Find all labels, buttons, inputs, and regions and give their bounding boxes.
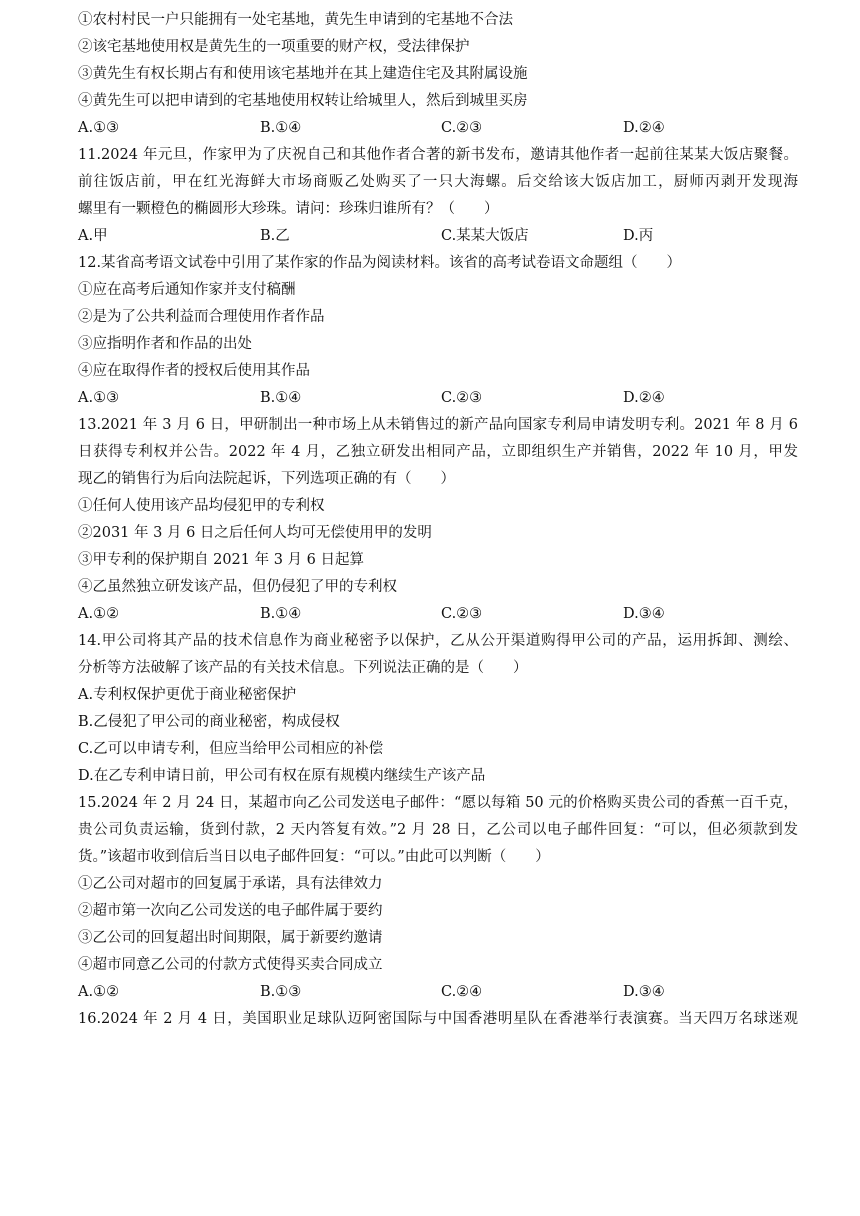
q14-option-c: C.乙可以申请专利，但应当给甲公司相应的补偿	[78, 741, 384, 757]
q13-options	[78, 604, 808, 624]
q13-stem-line-3: 现乙的销售行为后向法院起诉，下列选项正确的有（ ）	[78, 471, 455, 487]
q13-statement-4: ④乙虽然独立研发该产品，但仍侵犯了甲的专利权	[78, 579, 397, 595]
q12-statement-4: ④应在取得作者的授权后使用其作品	[78, 363, 310, 379]
q11-stem-line-1: 11.2024 年元旦，作家甲为了庆祝自己和其他作者合著的新书发布，邀请其他作者一起前往某某大饭店聚餐。	[78, 147, 798, 163]
q15-option-c: C.②④	[441, 984, 483, 1000]
q12-statement-1: ①应在高考后通知作家并支付稿酬	[78, 282, 296, 298]
q13-stem-line-2: 日获得专利权并公告。2022 年 4 月，乙独立研发出相同产品，立即组织生产并销售，2022 年 10 月，甲发	[78, 444, 798, 460]
q11-stem-line-3: 螺里有一颗橙色的椭圆形大珍珠。请问：珍珠归谁所有？（ ）	[78, 201, 499, 217]
q11-option-c: C.某某大饭店	[441, 228, 529, 244]
q10-statement-4: ④黄先生可以把申请到的宅基地使用权转让给城里人，然后到城里买房	[78, 93, 528, 109]
q14-stem-line-1: 14.甲公司将其产品的技术信息作为商业秘密予以保护，乙从公开渠道购得甲公司的产品，运用拆卸、测绘、	[78, 633, 798, 649]
q12-option-d: D.②④	[623, 390, 665, 406]
q10-options	[78, 118, 808, 138]
q15-stem-line-3: 货。”该超市收到信后当日以电子邮件回复：“可以。”由此可以判断（ ）	[78, 849, 550, 865]
q13-stem-line-1: 13.2021 年 3 月 6 日，甲研制出一种市场上从未销售过的新产品向国家专利局申请发明专利。2021 年 8 月 6	[78, 417, 798, 433]
q10-statement-1: ①农村村民一户只能拥有一处宅基地，黄先生申请到的宅基地不合法	[78, 12, 513, 28]
q15-statement-2: ②超市第一次向乙公司发送的电子邮件属于要约	[78, 903, 383, 919]
q12-stem: 12.某省高考语文试卷中引用了某作家的作品为阅读材料。该省的高考试卷语文命题组（ ）	[78, 255, 682, 271]
q12-option-b: B.①④	[260, 390, 302, 406]
q15-option-d: D.③④	[623, 984, 665, 1000]
q13-statement-3: ③甲专利的保护期自 2021 年 3 月 6 日起算	[78, 552, 365, 568]
q11-option-d: D.丙	[623, 228, 654, 244]
q12-option-a: A.①③	[78, 390, 120, 406]
q13-option-c: C.②③	[441, 606, 483, 622]
q10-option-d: D.②④	[623, 120, 665, 136]
q10-option-b: B.①④	[260, 120, 302, 136]
q15-stem-line-1: 15.2024 年 2 月 24 日，某超市向乙公司发送电子邮件：“愿以每箱 50 元的价格购买贵公司的香蕉一百千克，	[78, 795, 798, 811]
q13-statement-1: ①任何人使用该产品均侵犯甲的专利权	[78, 498, 325, 514]
q15-options	[78, 982, 808, 1002]
q12-options	[78, 388, 808, 408]
q11-option-a: A.甲	[78, 228, 108, 244]
q11-stem-line-2: 前往饭店前，甲在红光海鲜大市场商贩乙处购买了一只大海螺。后交给该大饭店加工，厨师丙剥开发现海	[78, 174, 798, 190]
q15-statement-4: ④超市同意乙公司的付款方式使得买卖合同成立	[78, 957, 383, 973]
q12-statement-3: ③应指明作者和作品的出处	[78, 336, 252, 352]
q10-statement-3: ③黄先生有权长期占有和使用该宅基地并在其上建造住宅及其附属设施	[78, 66, 528, 82]
q10-option-c: C.②③	[441, 120, 483, 136]
q14-option-b: B.乙侵犯了甲公司的商业秘密，构成侵权	[78, 714, 340, 730]
q16-stem-line-1: 16.2024 年 2 月 4 日，美国职业足球队迈阿密国际与中国香港明星队在香港举行表演赛。当天四万名球迷观	[78, 1011, 798, 1027]
q11-options	[78, 226, 808, 246]
q13-option-d: D.③④	[623, 606, 665, 622]
q12-option-c: C.②③	[441, 390, 483, 406]
q15-stem-line-2: 贵公司负责运输，货到付款，2 天内答复有效。”2 月 28 日，乙公司以电子邮件回复：“可以，但必须款到发	[78, 822, 798, 838]
q15-option-a: A.①②	[78, 984, 120, 1000]
q11-option-b: B.乙	[260, 228, 290, 244]
q15-statement-1: ①乙公司对超市的回复属于承诺，具有法律效力	[78, 876, 383, 892]
q14-stem-line-2: 分析等方法破解了该产品的有关技术信息。下列说法正确的是（ ）	[78, 660, 528, 676]
q13-option-b: B.①④	[260, 606, 302, 622]
q14-option-d: D.在乙专利申请日前，甲公司有权在原有规模内继续生产该产品	[78, 768, 486, 784]
q13-statement-2: ②2031 年 3 月 6 日之后任何人均可无偿使用甲的发明	[78, 525, 432, 541]
q14-option-a: A.专利权保护更优于商业秘密保护	[78, 687, 297, 703]
q13-option-a: A.①②	[78, 606, 120, 622]
q15-option-b: B.①③	[260, 984, 302, 1000]
q10-option-a: A.①③	[78, 120, 120, 136]
q15-statement-3: ③乙公司的回复超出时间期限，属于新要约邀请	[78, 930, 383, 946]
q10-statement-2: ②该宅基地使用权是黄先生的一项重要的财产权，受法律保护	[78, 39, 470, 55]
q12-statement-2: ②是为了公共利益而合理使用作者作品	[78, 309, 325, 325]
